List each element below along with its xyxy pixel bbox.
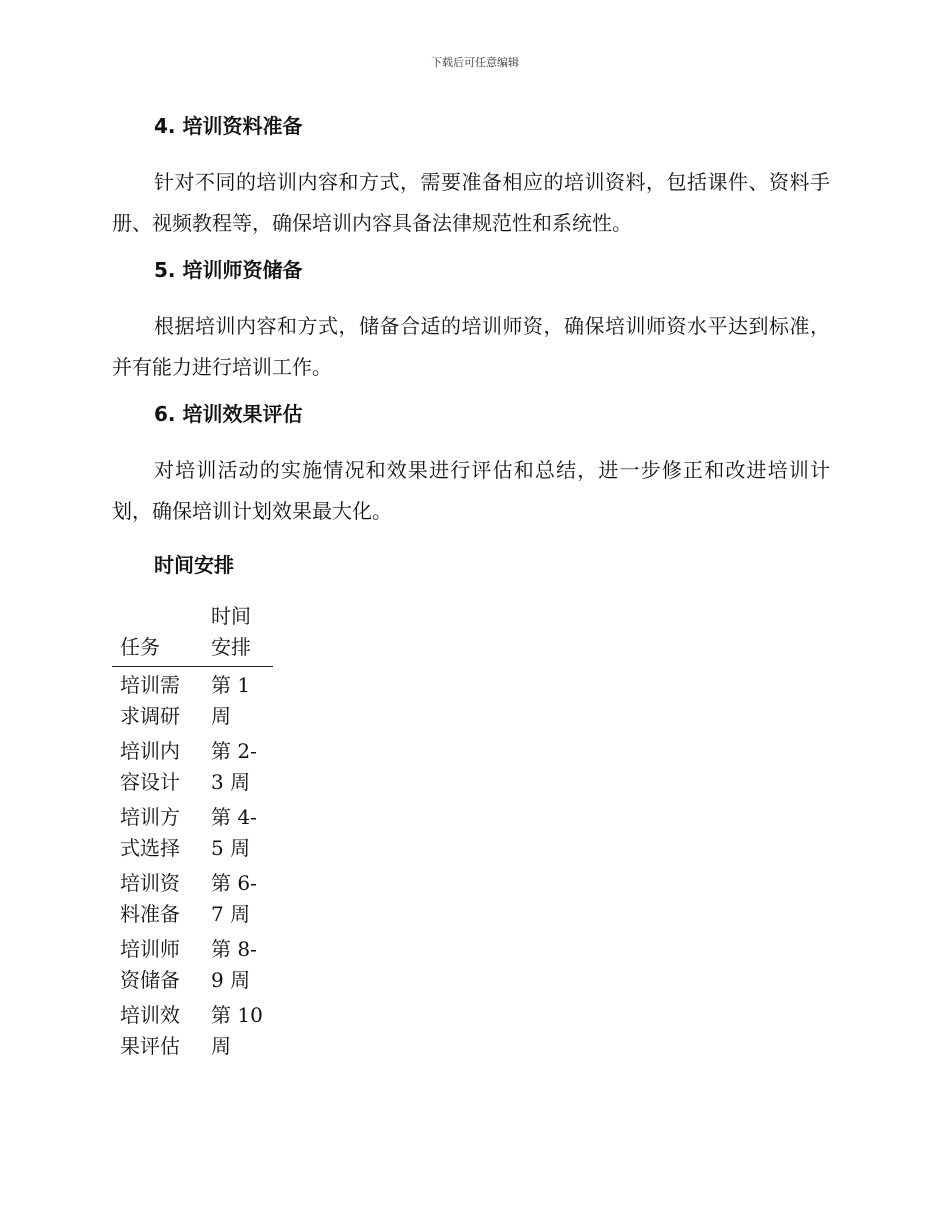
task-cell: 培训效果评估	[120, 1003, 180, 1058]
schedule-table	[112, 601, 273, 1063]
section-training-materials	[112, 110, 830, 244]
section-heading: 4. 培训资料准备	[154, 114, 303, 138]
table-row	[112, 865, 273, 931]
section-trainer-reserve	[112, 254, 830, 388]
time-cell: 第 1 周	[211, 673, 251, 728]
table-header-row	[112, 601, 273, 667]
time-cell: 第 2-3 周	[211, 739, 257, 794]
time-cell: 第 8-9 周	[211, 937, 257, 992]
column-header-time: 时间安排	[203, 601, 273, 667]
page-header: 下载后可任意编辑	[431, 56, 519, 69]
table-row	[112, 799, 273, 865]
task-cell: 培训内容设计	[120, 739, 180, 794]
section-training-evaluation	[112, 398, 830, 532]
section-heading: 6. 培训效果评估	[154, 402, 303, 426]
section-heading: 5. 培训师资储备	[154, 258, 303, 282]
schedule-heading: 时间安排	[154, 553, 234, 577]
section-paragraph: 对培训活动的实施情况和效果进行评估和总结，进一步修正和改进培训计划，确保培训计划效果最大化。	[112, 458, 830, 523]
time-cell: 第 4-5 周	[211, 805, 257, 860]
time-cell: 第 6-7 周	[211, 871, 257, 926]
table-row	[112, 997, 273, 1063]
document-body	[112, 110, 830, 1063]
task-cell: 培训方式选择	[120, 805, 180, 860]
table-row	[112, 931, 273, 997]
task-cell: 培训需求调研	[120, 673, 180, 728]
section-paragraph: 根据培训内容和方式，储备合适的培训师资，确保培训师资水平达到标准，并有能力进行培训工作。	[112, 314, 830, 379]
table-row	[112, 733, 273, 799]
task-cell: 培训师资储备	[120, 937, 180, 992]
column-header-task: 任务	[112, 601, 203, 667]
task-cell: 培训资料准备	[120, 871, 180, 926]
time-cell: 第 10 周	[211, 1003, 263, 1058]
table-row	[112, 667, 273, 734]
section-paragraph: 针对不同的培训内容和方式，需要准备相应的培训资料，包括课件、资料手册、视频教程等，确保培训内容具备法律规范性和系统性。	[112, 170, 830, 235]
